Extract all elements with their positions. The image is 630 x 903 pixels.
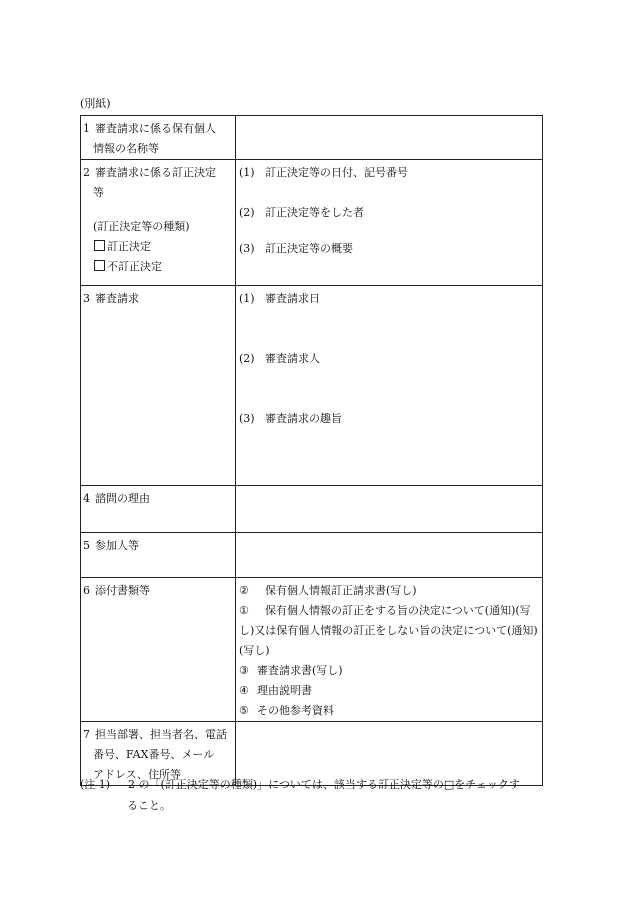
row6-value-cell bbox=[236, 578, 543, 722]
row2-item-1: (1) 訂正決定等の日付、記号番号 bbox=[239, 166, 408, 179]
checkbox-non-correction[interactable] bbox=[94, 260, 105, 271]
option-correction[interactable] bbox=[83, 237, 235, 257]
row6-item-3: ③ 審査請求書(写し) bbox=[239, 664, 343, 677]
footnote-head: (注 1) bbox=[80, 778, 111, 791]
row-attachments bbox=[81, 578, 543, 722]
row-inquiry-reason bbox=[81, 486, 543, 533]
row6-label: 添付書類等 bbox=[95, 584, 150, 597]
row5-value-cell[interactable] bbox=[236, 533, 543, 578]
review-request-form bbox=[80, 115, 543, 786]
row3-item-2: (2) 審査請求人 bbox=[239, 352, 320, 365]
footnote bbox=[80, 774, 550, 816]
row7-label-line1: 担当部署、担当者名、電話 bbox=[95, 728, 227, 741]
option-correction-label: 訂正決定 bbox=[107, 240, 151, 253]
row4-label: 諮問の理由 bbox=[95, 492, 150, 505]
row6-label-cell bbox=[81, 578, 236, 722]
row1-label-line2: 情報の名称等 bbox=[93, 142, 159, 155]
row5-number: 5 bbox=[83, 539, 90, 552]
row3-number: 3 bbox=[83, 292, 90, 305]
row2-label-cell bbox=[81, 160, 236, 286]
row6-item-5: ⑤ その他参考資料 bbox=[239, 704, 334, 717]
row6-item-2: ① 保有個人情報の訂正をする旨の決定について(通知)(写し)又は保有個人情報の訂正をしない旨の決定について(通知)(写し) bbox=[239, 604, 538, 657]
decision-kind-title: (訂正決定等の種類) bbox=[93, 220, 190, 233]
page-header: (別紙) bbox=[80, 97, 111, 110]
checkbox-correction[interactable] bbox=[94, 240, 105, 251]
row-correction-decision bbox=[81, 160, 543, 286]
row4-number: 4 bbox=[83, 492, 90, 505]
row6-number: 6 bbox=[83, 584, 90, 597]
footnote-line1: 2 の「(訂正決定等の種類)」については、該当する訂正決定等の□をチェックす bbox=[128, 778, 520, 791]
row6-item-4: ④ 理由説明書 bbox=[239, 684, 312, 697]
row-review-request bbox=[81, 286, 543, 486]
row2-item-2: (2) 訂正決定等をした者 bbox=[239, 206, 364, 219]
row-info-name bbox=[81, 116, 543, 160]
row-participants bbox=[81, 533, 543, 578]
row1-number: 1 bbox=[83, 122, 90, 135]
row3-item-3: (3) 審査請求の趣旨 bbox=[239, 412, 342, 425]
row1-label-cell bbox=[81, 116, 236, 160]
row2-label-line1: 審査請求に係る訂正決定 bbox=[95, 166, 216, 179]
row2-label-line2: 等 bbox=[93, 186, 104, 199]
row7-label-line2: 番号、FAX番号、メール bbox=[93, 748, 215, 761]
row6-item-1: ② 保有個人情報訂正請求書(写し) bbox=[239, 584, 417, 597]
row5-label: 参加人等 bbox=[95, 539, 139, 552]
row2-number: 2 bbox=[83, 166, 90, 179]
row3-label: 審査請求 bbox=[95, 292, 139, 305]
option-non-correction[interactable] bbox=[83, 257, 235, 277]
row2-item-3: (3) 訂正決定等の概要 bbox=[239, 242, 353, 255]
row3-label-cell bbox=[81, 286, 236, 486]
row7-label-line3: アドレス、住所等 bbox=[93, 768, 181, 781]
row5-label-cell bbox=[81, 533, 236, 578]
row1-value-cell[interactable] bbox=[236, 116, 543, 160]
footnote-line2: ること。 bbox=[127, 799, 171, 812]
row4-label-cell bbox=[81, 486, 236, 533]
row2-value-cell bbox=[236, 160, 543, 286]
row7-number: 7 bbox=[83, 728, 90, 741]
row1-label-line1: 審査請求に係る保有個人 bbox=[95, 122, 216, 135]
row3-value-cell bbox=[236, 286, 543, 486]
option-non-correction-label: 不訂正決定 bbox=[107, 260, 162, 273]
row4-value-cell[interactable] bbox=[236, 486, 543, 533]
row3-item-1: (1) 審査請求日 bbox=[239, 292, 320, 305]
